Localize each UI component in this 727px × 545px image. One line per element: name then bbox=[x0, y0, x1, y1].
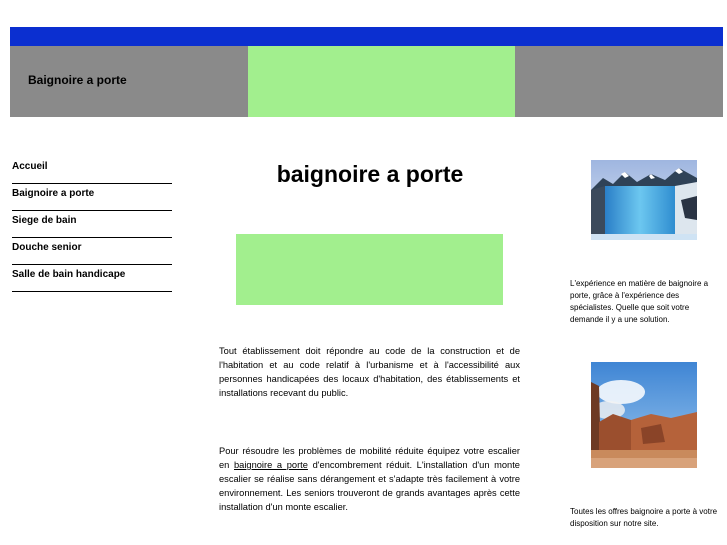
waterfall-photo-icon bbox=[591, 160, 697, 240]
nav-item-douche-senior[interactable]: Douche senior bbox=[12, 239, 172, 265]
content-paragraph bbox=[219, 444, 520, 514]
site-name[interactable]: Baignoire a porte bbox=[28, 73, 127, 87]
side-nav bbox=[12, 158, 172, 292]
top-bar bbox=[10, 27, 723, 46]
nav-item-siege-de-bain[interactable]: Siege de bain bbox=[12, 212, 172, 238]
nav-item-baignoire-a-porte[interactable]: Baignoire a porte bbox=[12, 185, 172, 211]
paragraph-text: d'encombrement réduit. L'installation d'un monte escalier se réalise sans dérangement et s'adapte très facilement à votre environnement. Les seniors trouveront de grands avantages après cette installation d'un monte escalier. bbox=[219, 460, 520, 512]
site-header bbox=[10, 46, 723, 117]
content-paragraph: Tout établissement doit répondre au code de la construction et de l'habitation et au code relatif à l'urbanisme et à l'accessibilité aux personnes handicapées des locaux d'habitation, des établissements et installations recevant du public. bbox=[219, 346, 520, 398]
header-banner bbox=[248, 46, 515, 117]
page-title: baignoire a porte bbox=[276, 161, 464, 187]
paragraph-text: Pour résoudre les problèmes de mobilité réduite équipez votre escalier en bbox=[219, 446, 520, 470]
sidebar-text: Toutes les offres baignoire a porte à votre disposition sur notre site. bbox=[570, 507, 718, 528]
baignoire-a-porte-link[interactable]: baignoire a porte bbox=[234, 460, 308, 470]
nav-item-accueil[interactable]: Accueil bbox=[12, 158, 172, 184]
content-banner bbox=[236, 234, 503, 305]
nav-item-salle-de-bain-handicape[interactable]: Salle de bain handicape bbox=[12, 266, 172, 292]
sidebar-text: L'expérience en matière de baignoire a porte, grâce à l'expérience des spécialistes. Quelle que soit votre demande il y a une solution. bbox=[570, 279, 709, 324]
canyon-photo-icon bbox=[591, 362, 697, 468]
